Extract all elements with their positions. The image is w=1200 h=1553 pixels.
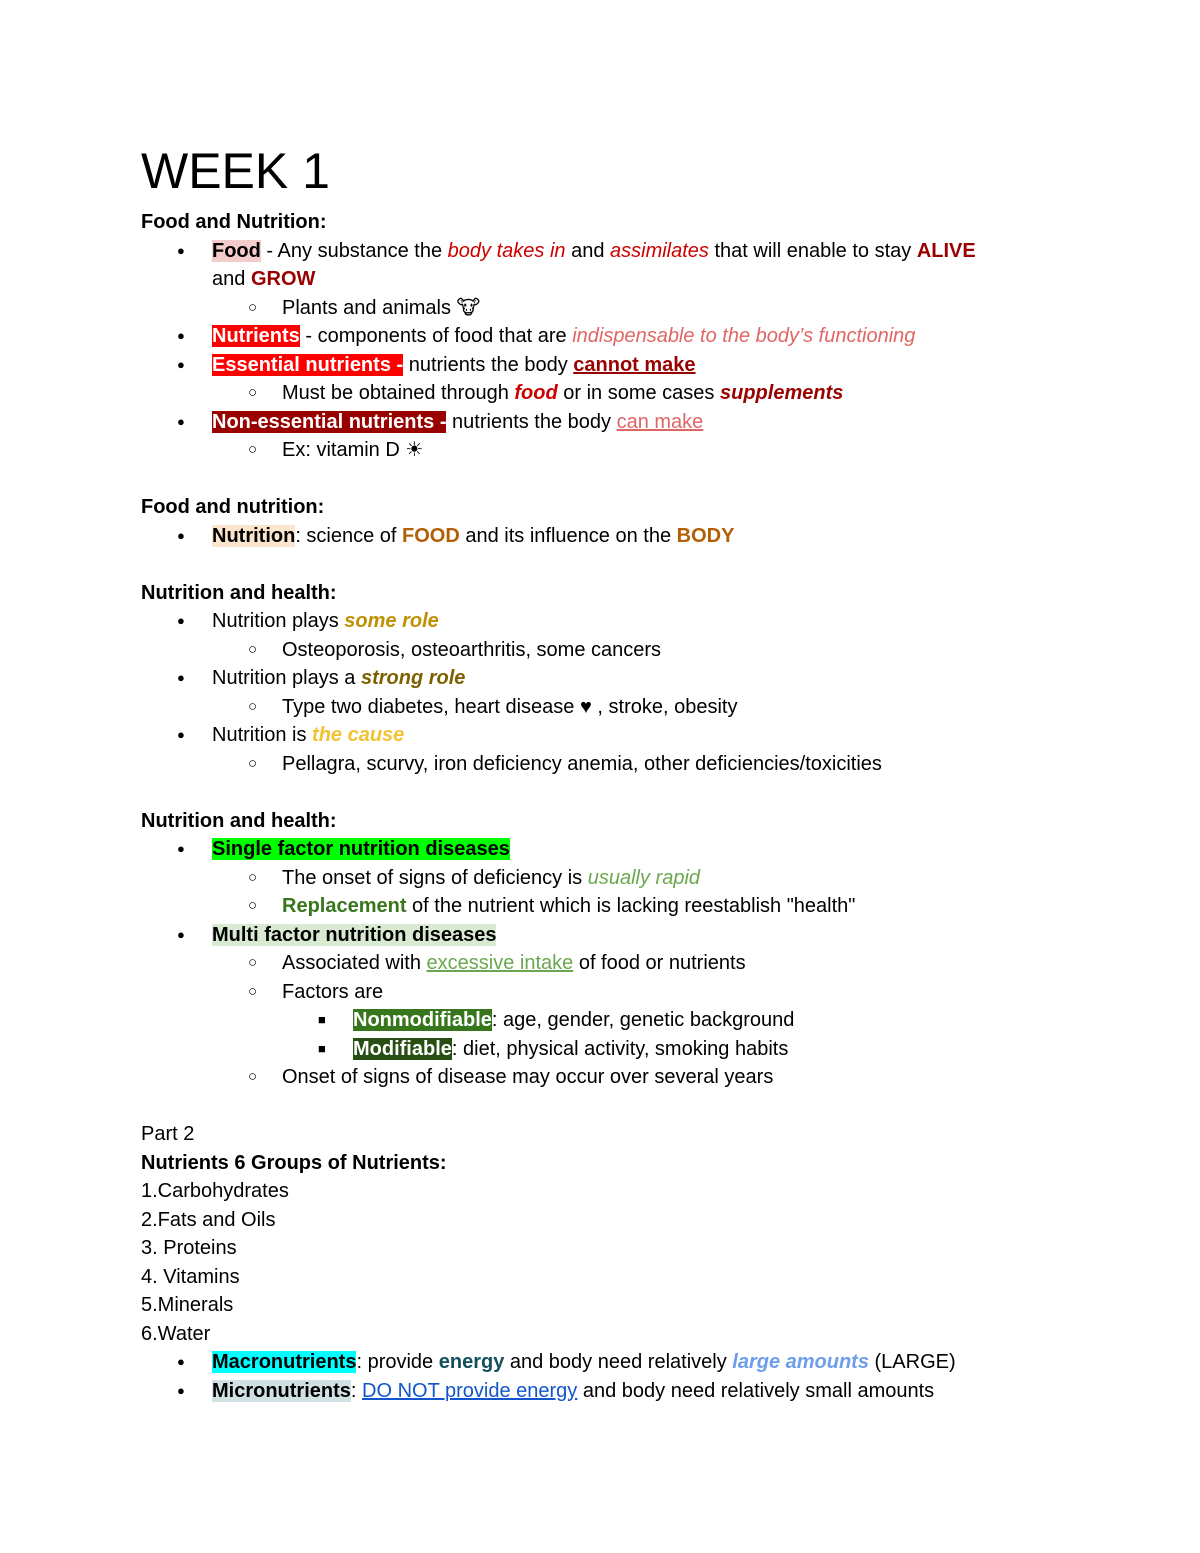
list-item: ○ Replacement of the nutrient which is lacking reestablish "health" [141, 892, 1101, 921]
list-item: ● Macronutrients: provide energy and body need relatively large amounts (LARGE) [141, 1348, 1101, 1377]
numbered-item: 6.Water [141, 1322, 211, 1345]
page-title: WEEK 1 [141, 143, 330, 199]
list-item [141, 835, 1101, 864]
list-item: ○ Ex: vitamin D ☀ [141, 436, 1101, 465]
list-item: ● Essential nutrients - nutrients the body cannot make [141, 351, 1101, 380]
document-page [141, 140, 1101, 1405]
term-modifiable: Modifiable [353, 1037, 452, 1060]
list-item: ○ Type two diabetes, heart disease ♥ , stroke, obesity [141, 693, 1101, 722]
numbered-item: 1.Carbohydrates [141, 1180, 289, 1202]
term-essential-nutrients: Essential nutrients - [212, 353, 404, 376]
term-multi-factor: Multi factor nutrition diseases [212, 923, 497, 946]
list-item [141, 921, 1101, 950]
numbered-item: 2.Fats and Oils [141, 1208, 276, 1231]
list-item: ○ The onset of signs of deficiency is usually rapid [141, 864, 1101, 893]
list-item: ● Non-essential nutrients - nutrients the body can make [141, 408, 1101, 437]
list-item: ● Nutrition is the cause [141, 721, 1101, 750]
list-item: ○ Must be obtained through food or in some cases supplements [141, 379, 1101, 408]
list-item-continuation: and GROW [212, 268, 316, 290]
term-macronutrients: Macronutrients [212, 1351, 357, 1373]
section-heading: Nutrition and health: [141, 809, 337, 832]
list-item: ● Nutrients - components of food that are indispensable to the body’s functioning [141, 322, 1101, 351]
term-single-factor: Single factor nutrition diseases [212, 838, 510, 860]
term-nutrition: Nutrition [212, 524, 296, 547]
section-heading: Nutrients 6 Groups of Nutrients: [141, 1151, 447, 1174]
list-item: ● Nutrition plays some role [141, 607, 1101, 636]
link-do-not-provide-energy[interactable]: DO NOT provide energy [362, 1379, 578, 1402]
list-item: ○ Pellagra, scurvy, iron deficiency anemia, other deficiencies/toxicities [141, 750, 1101, 779]
cow-icon: 🐮 [456, 296, 481, 319]
list-item: ■ Nonmodifiable: age, gender, genetic background [141, 1006, 1101, 1035]
numbered-item: 5.Minerals [141, 1294, 234, 1316]
list-item: ● Nutrition: science of FOOD and its influence on the BODY [141, 522, 1101, 551]
section-heading: Nutrition and health: [141, 581, 337, 604]
list-item: ● Nutrition plays a strong role [141, 664, 1101, 693]
term-nutrients: Nutrients [212, 325, 300, 347]
term-food: Food [212, 239, 261, 262]
term-nonmodifiable: Nonmodifiable [353, 1009, 492, 1031]
numbered-item: 4. Vitamins [141, 1265, 240, 1288]
list-item: ○ Associated with excessive intake of food or nutrients [141, 949, 1101, 978]
sun-icon: ☀ [405, 439, 424, 461]
term-non-essential-nutrients: Non-essential nutrients - [212, 410, 447, 433]
list-item: ○ Factors are [141, 978, 1101, 1007]
section-heading: Food and nutrition: [141, 496, 325, 518]
section-heading: Food and Nutrition: [141, 211, 327, 233]
list-item: ○ Onset of signs of disease may occur over several years [141, 1063, 1101, 1092]
part-label: Part 2 [141, 1123, 195, 1145]
list-item: ○ Plants and animals 🐮 [141, 294, 1101, 323]
list-item: ○ Osteoporosis, osteoarthritis, some cancers [141, 636, 1101, 665]
list-item: ■ Modifiable: diet, physical activity, smoking habits [141, 1035, 1101, 1064]
list-item: ● Micronutrients: DO NOT provide energy and body need relatively small amounts [141, 1377, 1101, 1406]
list-item: ● Food - Any substance the body takes in and assimilates that will enable to stay ALIVE [141, 237, 1101, 266]
term-micronutrients: Micronutrients [212, 1379, 351, 1402]
numbered-item: 3. Proteins [141, 1237, 237, 1259]
heart-icon: ♥ [579, 695, 592, 718]
